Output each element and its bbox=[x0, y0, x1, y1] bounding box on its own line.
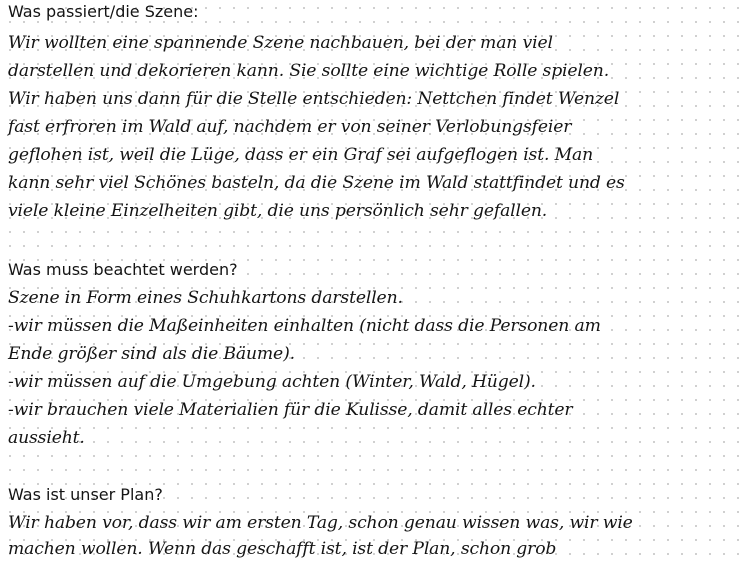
document-page bbox=[8, 0, 736, 559]
text-line: darstellen und dekorieren kann. Sie sollte eine wichtige Rolle spielen. bbox=[8, 61, 610, 81]
text-line: -wir müssen auf die Umgebung achten (Winter, Wald, Hügel). bbox=[8, 372, 536, 392]
text-line: Wir haben vor, dass wir am ersten Tag, schon genau wissen was, wir wie bbox=[8, 513, 633, 533]
text-line: aussieht. bbox=[8, 428, 85, 448]
text-line: viele kleine Einzelheiten gibt, die uns persönlich sehr gefallen. bbox=[8, 201, 548, 221]
text-line: Wir haben uns dann für die Stelle entschieden: Nettchen findet Wenzel bbox=[8, 89, 620, 109]
section-heading: Was ist unser Plan? bbox=[8, 485, 163, 504]
text-line: fast erfroren im Wald auf, nachdem er von seiner Verlobungsfeier bbox=[8, 117, 572, 137]
section-heading: Was muss beachtet werden? bbox=[8, 260, 238, 279]
text-line: Szene in Form eines Schuhkartons darstellen. bbox=[8, 288, 403, 308]
text-line: -wir müssen die Maßeinheiten einhalten (nicht dass die Personen am bbox=[8, 316, 601, 336]
text-line: kann sehr viel Schönes basteln, da die Szene im Wald stattfindet und es bbox=[8, 173, 625, 193]
text-line: Ende größer sind als die Bäume). bbox=[8, 344, 295, 364]
section-heading: Was passiert/die Szene: bbox=[8, 2, 199, 21]
text-line: machen wollen. Wenn das geschafft ist, ist der Plan, schon grob bbox=[8, 539, 557, 559]
text-line: geflohen ist, weil die Lüge, dass er ein Graf sei aufgeflogen ist. Man bbox=[8, 145, 594, 165]
text-line: Wir wollten eine spannende Szene nachbauen, bei der man viel bbox=[8, 33, 553, 53]
text-line: -wir brauchen viele Materialien für die Kulisse, damit alles echter bbox=[8, 400, 573, 420]
